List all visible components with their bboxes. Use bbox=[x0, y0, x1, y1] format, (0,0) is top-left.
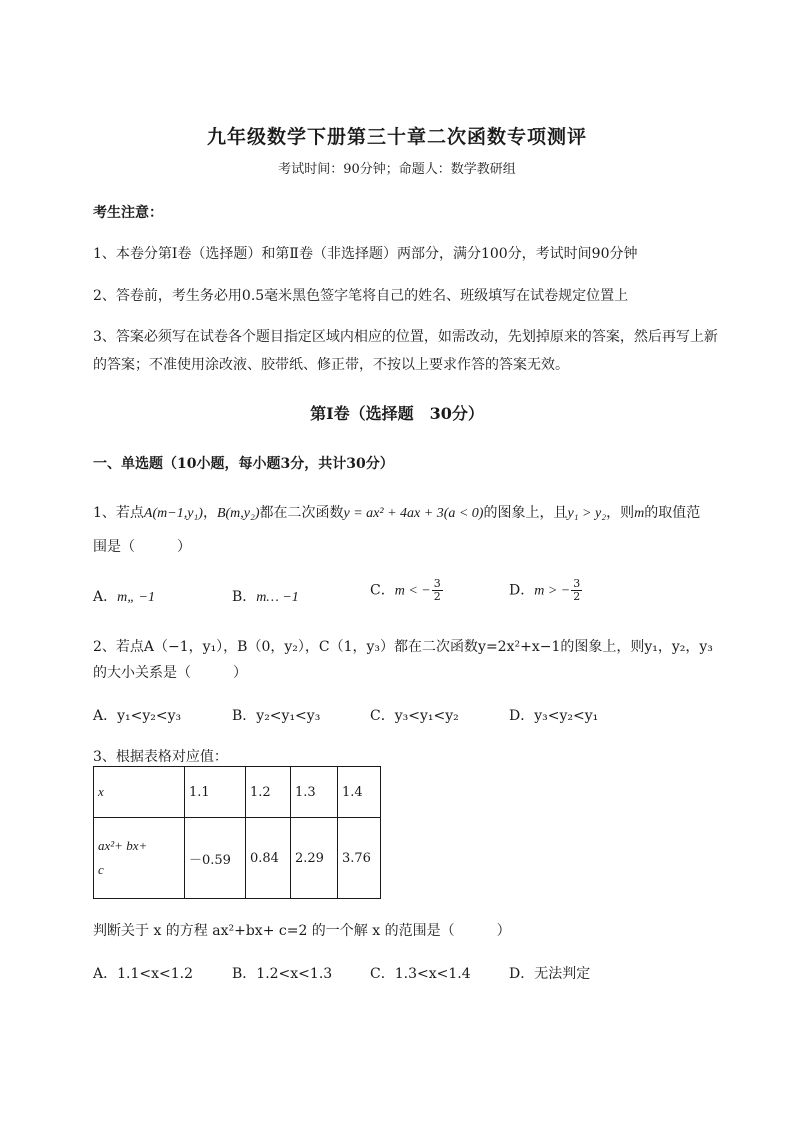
exam-title: 九年级数学下册第三十章二次函数专项测评 bbox=[206, 126, 587, 148]
table-cell: 0.84 bbox=[246, 818, 291, 899]
q1-option-c-fraction bbox=[432, 578, 443, 603]
part-1-title: 第Ⅰ卷（选择题 30分） bbox=[310, 404, 484, 423]
question-1-line-2: 围是（ ） bbox=[93, 539, 191, 555]
q3-option-a[interactable]: A．1.1<x<1.2 bbox=[93, 966, 193, 982]
table-cell: 3.76 bbox=[338, 818, 381, 899]
q2-option-b[interactable]: B．y₂<y₁<y₃ bbox=[232, 708, 321, 724]
q1-point-a: A(m−1,y₁) bbox=[143, 506, 203, 521]
fraction-numerator: 3 bbox=[433, 577, 441, 590]
q1-tail-text-2: ，则 bbox=[606, 505, 635, 521]
exam-subtitle: 考试时间：90分钟；命题人：数学教研组 bbox=[278, 162, 516, 177]
q1-variable: m bbox=[634, 506, 645, 521]
q1-tail-text-3: 的取值范 bbox=[644, 505, 701, 521]
table-cell-expression bbox=[94, 818, 185, 899]
q1-option-d-label: D． bbox=[509, 582, 535, 599]
q1-option-d-text: m > − bbox=[534, 583, 571, 599]
q1-option-b-label: B． bbox=[232, 589, 257, 605]
q1-option-c-text: m < − bbox=[394, 583, 431, 599]
notice-item-1: 1、本卷分第Ⅰ卷（选择题）和第Ⅱ卷（非选择题）两部分，满分100分，考试时间90分钟 bbox=[93, 246, 638, 262]
q1-mid-text: 都在二次函数 bbox=[259, 505, 344, 521]
question-3-prompt: 判断关于 x 的方程 ax²+bx+ c=2 的一个解 x 的范围是（ ） bbox=[93, 923, 511, 939]
fraction-denominator: 2 bbox=[433, 590, 441, 603]
fraction-numerator: 3 bbox=[573, 577, 581, 590]
q1-option-c[interactable] bbox=[370, 578, 444, 603]
notice-heading: 考生注意： bbox=[93, 205, 163, 221]
value-table bbox=[93, 766, 381, 899]
q1-prefix: 1、若点 bbox=[93, 505, 144, 521]
q1-option-b-text: m… −1 bbox=[256, 590, 299, 605]
q1-tail-text: 的图象上，且 bbox=[483, 505, 568, 521]
table-row bbox=[94, 818, 381, 899]
question-3-intro: 3、根据表格对应值： bbox=[93, 749, 228, 765]
q1-option-d-fraction bbox=[571, 578, 582, 603]
q1-function: y = ax² + 4ax + 3(a < 0) bbox=[343, 506, 484, 521]
q1-option-d[interactable] bbox=[509, 578, 583, 603]
q2-option-c[interactable]: C．y₃<y₁<y₂ bbox=[370, 708, 459, 724]
expression-line-2: c bbox=[98, 862, 104, 877]
notice-item-3-line-1: 3、答案必须写在试卷各个题目指定区域内相应的位置，如需改动，先划掉原来的答案，然后再写上新 bbox=[93, 329, 718, 345]
q1-option-c-label: C． bbox=[370, 582, 395, 599]
q2-option-d[interactable]: D．y₃<y₂<y₁ bbox=[509, 708, 599, 724]
q1-separator: ， bbox=[202, 505, 217, 521]
q1-option-b[interactable] bbox=[232, 586, 299, 606]
q3-option-c[interactable]: C．1.3<x<1.4 bbox=[370, 966, 471, 982]
q3-option-d[interactable]: D．无法判定 bbox=[509, 966, 591, 982]
q1-point-b: B(m,y₂) bbox=[216, 506, 260, 521]
expression-line-1: ax²+ bx+ bbox=[98, 838, 148, 853]
table-cell: 1.1 bbox=[185, 767, 246, 818]
q1-option-a[interactable] bbox=[93, 586, 155, 606]
question-2-line-2: 的大小关系是（ ） bbox=[93, 665, 247, 681]
fraction-denominator: 2 bbox=[573, 590, 581, 603]
question-2-line-1: 2、若点A（−1，y₁），B（0，y₂），C（1，y₃）都在二次函数y=2x²+x−1的图象上，则y₁，y₂，y₃ bbox=[93, 639, 713, 655]
notice-item-3-line-2: 的答案；不准使用涂改液、胶带纸、修正带，不按以上要求作答的答案无效。 bbox=[93, 357, 569, 373]
q1-option-a-text: m„ −1 bbox=[117, 590, 155, 605]
table-cell: 1.4 bbox=[338, 767, 381, 818]
table-cell: 1.3 bbox=[291, 767, 338, 818]
table-cell: 1.2 bbox=[246, 767, 291, 818]
question-1-line-1 bbox=[93, 502, 700, 522]
table-cell: x bbox=[94, 767, 185, 818]
table-row bbox=[94, 767, 381, 818]
q1-condition: y₁ > y₂ bbox=[567, 506, 607, 521]
notice-item-2: 2、答卷前，考生务必用0.5毫米黑色签字笔将自己的姓名、班级填写在试卷规定位置上 bbox=[93, 288, 629, 304]
q3-option-b[interactable]: B．1.2<x<1.3 bbox=[232, 966, 333, 982]
q2-option-a[interactable]: A．y₁<y₂<y₃ bbox=[93, 708, 182, 724]
table-cell: 2.29 bbox=[291, 818, 338, 899]
table-cell: －0.59 bbox=[185, 818, 246, 899]
q1-option-a-label: A． bbox=[93, 589, 118, 605]
section-heading: 一、单选题（10小题，每小题3分，共计30分） bbox=[93, 456, 394, 472]
